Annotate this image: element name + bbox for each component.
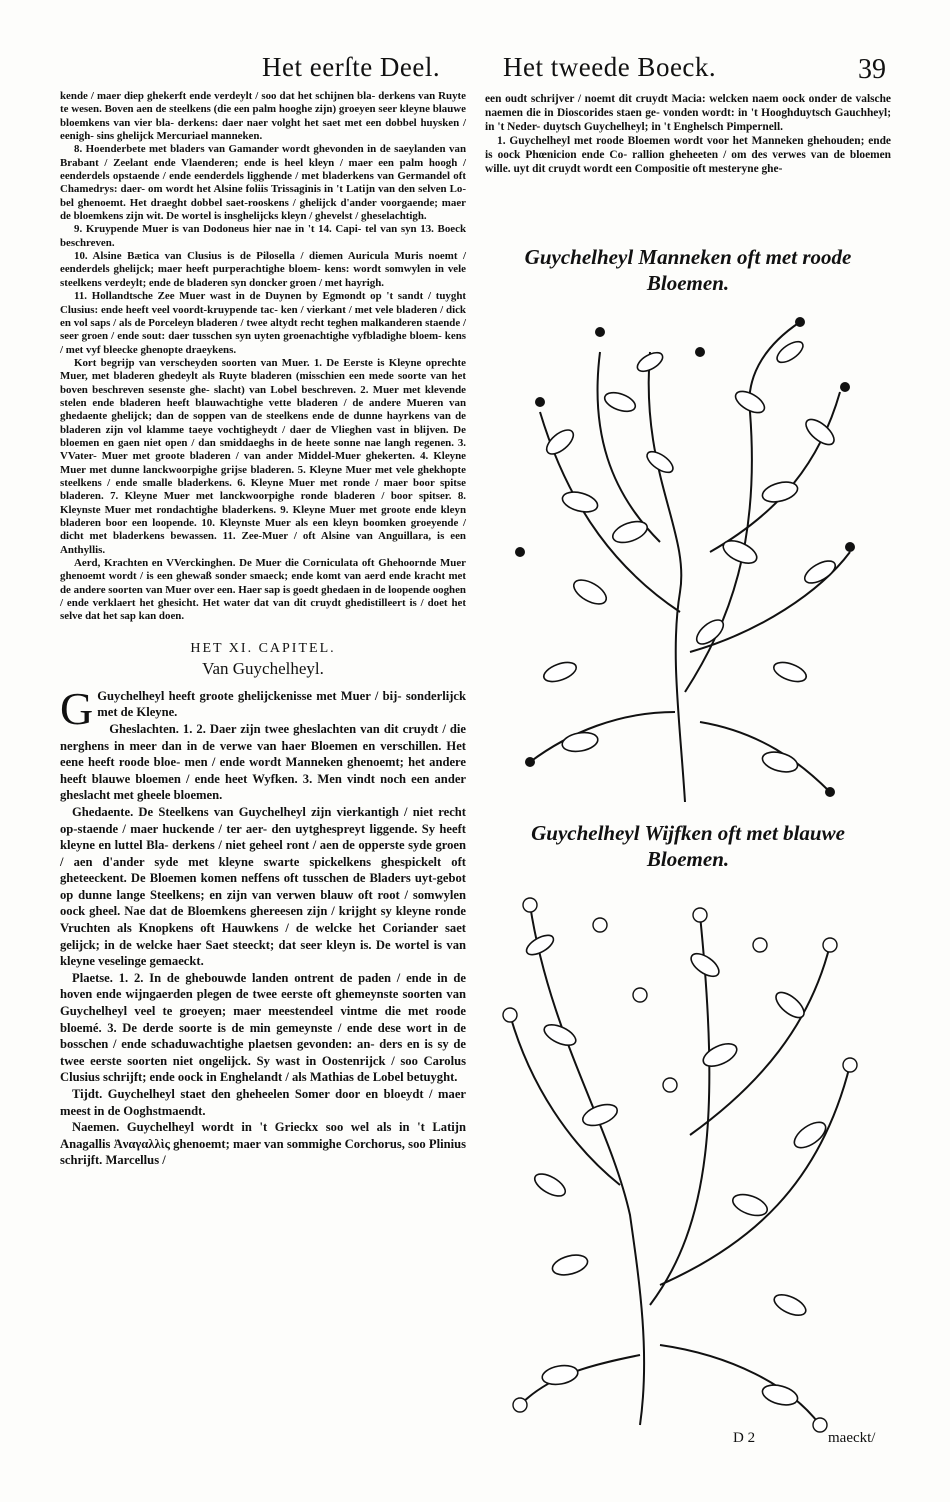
running-head-left: Het eerſte Deel. (262, 52, 441, 82)
chapter-heading: HET XI. CAPITEL. (190, 640, 336, 656)
section-paragraph: Plaetse. 1. 2. In de ghebouwde landen ontrent de paden / ende in de hoven ende wijngaerden plegen de twee eerste oft ghemeynste soorten van Guychelheyl veel te groeyen; maer meestendeel vintme die met roode bloemé. 3. De derde soorte is de min gemeynste / ende dese wort in de bosschen / ende schaduwachtighe plaetsen gevonden: an- ders en is sy de twee eerste soorten niet ongelijck. Sy wast in Oostenrijck / soo Carolus Clusius schrijft; ende oock in Enghelandt / als Mathias de Lobel betuyght. (60, 970, 466, 1085)
running-head-right: Het tweede Boeck. (503, 52, 717, 82)
figure-caption-female-pimpernel (485, 820, 891, 872)
paragraph: kende / maer diep ghekerft ende verdeylt / soo dat het schijnen bla- derkens van Ruyte te wesen. Boven aen de steelkens (die een palm hooghe zijn) groeyen seer kleyne blauwe bloemkens van vier bla- derkens: daer naer volght het saet met een dobbel huysken / eenigh- sins ghelijck Mercuriael manneken. (60, 90, 466, 143)
section-paragraph: Ghedaente. De Steelkens van Guychelheyl zijn vierkantigh / niet recht op-staende / maer huckende / ter aer- den uytghespreyt liggende. Sy heeft kleyne en luttel Bla- derkens / niet geheel ront / aen de opperste syde groen / aen d'ander syde met kleyne swarte spickelkens ghespickelt oft gheteeckent. De Bloemen komen neffens oft tusschen de Bladers uyt-gebot op dunne lange Steelkens; en zijn van verwen blauw oft root / somwylen oock gheel. Nae dat de Bloemkens ghereesen zijn / krijght sy kleyne ronde Vruchten als Knopkens oft Hauwkens / de welcke het Coriander saet gelijck; in de welcke haer Saet steeckt; dat seer kleyn is. De wortel is van kleyne veselinge gemaeckt. (60, 804, 466, 969)
paragraph: Aerd, Krachten en VVerckinghen. De Muer die Corniculata oft Ghehoornde Muer ghenoemt wordt / is een ghewaß sonder smaeck; ende komt van aerd ende kracht met de andere soorten van Muer over een. Haer sap is goedt ghedaen in de loopende ooghen / ende verklaert het ghesicht. Het water dat van dit cruydt ghedistilleert is / doet het selve dat het sap kan doen. (60, 557, 466, 623)
section-paragraph: Gheslachten. 1. 2. Daer zijn twee gheslachten van dit cruydt / die nerghens in meer dan in de verwe van haer Bloemen en verschillen. Het eene heeft roode bloe- men / ende wordt Manneken ghenoemt; het andere heeft blauwe bloemen / ende heet Wyfken. 3. Men vindt noch een ander gheslacht met gheele bloemen. (60, 721, 466, 803)
paragraph: Kort begrijp van verscheyden soorten van Muer. 1. De Eerste is Kleyne oprechte Muer, met bladeren ghedeylt als Ruyte bladeren (misschien een mede soorte van het boven beschreven sesenste ghe- slacht) van Lobel beschreven. 2. Muer met klevende stelen ende bladeren heeft blauwachtighe vette bladeren / de andere Mueren van ghedaente ghelijck; dan de soppen van de steelkens ende de dunne hayrkens van de bladeren zijn vol klamme taeye vochtigheydt / daer de Vlieghen vast in blijven. De bloemen en gaen niet open / dan smiddaeghs in de heete sonne nae langh regenen. 3. VVater- Muer met groote bladeren / van ander Middel-Muer ghekerten. 4. Kleyne Muer met dunne lanckwoorpighe grijse bladeren. 5. Kleyne Muer met vele ghekhopte steelkens / ende smalle bladerkens. 6. Kleyne Muer met ronde / maer boor spitse bladeren. 7. Kleyne Muer met lanckwoorpighe ronde bladeren / boor spitser. 8. Kleynste Muer met rondachtighe bladerkens. 9. Kleyne Muer met groote ende kleyn bladeren boor een loopende. 10. Kleynste Muer als een kleyn boomken groeyende / dicht met bladerkens bewassen. 11. Zee-Muer / oft Alsine van Anguillara, is een Anthyllis. (60, 356, 466, 556)
woodcut-illustration-male-pimpernel (500, 292, 870, 812)
paragraph: 10. Alsine Bætica van Clusius is de Pilosella / diemen Auricula Muris noemt / eenderdels ghelijck; maer heeft purperachtighe bloem- kens: wordt somwylen in vele steelkens verdeylt; ende de bladeren syn doncker groen / met hayrigh. (60, 250, 466, 289)
right-column (485, 92, 891, 176)
catchword: maeckt/ (828, 1430, 876, 1446)
paragraph: 8. Hoenderbete met bladers van Gamander wordt ghevonden in de saeylanden van Brabant / Zeelant ende Vlaenderen; ende is heel kleyn / maer een palm hoogh / eenderdels opstaende / ende eenderdels ligghende / met bladerkens van Germandel oft Chamedrys: daer- om wordt het Alsine foliis Trissaginis in 't Latijn van den selven Lo- bel ghenoemt. Het draeght dobbel saet-rooskens / ghelijck d'ander voorgaende; maer de bloemkens zijn wit. De wortel is insghelijcks kleyn / ghevelst / gheselachtigh. (60, 143, 466, 223)
caption-line: Guychelheyl Wijfken oft met blauwe (531, 821, 845, 845)
caption-line: Bloemen. (646, 271, 730, 295)
caption-line: Bloemen. (646, 847, 730, 871)
figure-caption-male-pimpernel (485, 244, 891, 296)
section-paragraph: Naemen. Guychelheyl wordt in 't Grieckx soo wel als in 't Latijn Anagallis Ἀναγαλλὶς ghenoemt; maer van sommighe Corchorus, soo Plinius schrijft. Marcellus / (60, 1120, 466, 1168)
page-number: 39 (858, 54, 886, 85)
signature-mark: D 2 (733, 1430, 756, 1446)
chapter-body (60, 682, 466, 1169)
opening-paragraph (60, 682, 466, 734)
paragraph: een oudt schrijver / noemt dit cruydt Macia: welcken naem oock onder de valsche naemen die in Dioscorides staen ge- vonden wordt: in 't Hooghduytsch Gauchheyl; in 't Neder- duytsch Guychelheyl; in 't Enghelsch Pimpernell. (485, 93, 891, 133)
paragraph: 9. Kruypende Muer is van Dodoneus hier nae in 't 14. Capi- tel van syn 13. Boeck beschreven. (60, 223, 466, 249)
drop-cap: G (60, 682, 94, 734)
paragraph: 1. Guychelheyl met roode Bloemen wordt voor het Manneken ghehouden; ende is oock Phœnicion ende Co- rallion gheheeten / om des verwes van de bloemen wille. uyt dit cruydt wordt een Compositie oft mesteryne ghe- (485, 135, 891, 175)
woodcut-illustration-female-pimpernel (490, 885, 875, 1440)
chapter-title: Van Guychelheyl. (202, 658, 324, 678)
opening-text: Guychelheyl heeft groote ghelijckenisse met Muer / bij- sonderlijck met de Kleyne. (97, 688, 466, 720)
left-column (60, 90, 466, 1169)
caption-line: Guychelheyl Manneken oft met roode (524, 245, 852, 269)
paragraph: 11. Hollandtsche Zee Muer wast in de Duynen by Egmondt op 't sandt / tuyght Clusius: ende heeft veel voordt-kruypende tac- ken / vierkant / met vele bladeren / dick en vol saps / als de Porceleyn bladeren / twee altydt recht teghen malkanderen staende / seer groen / ende sout: daer tusschen syn uyten groenachtighe vyfbladighe bloem- kens / met vyf bleecke ghenopte draeykens. (60, 290, 466, 356)
section-paragraph: Tijdt. Guychelheyl staet den gheheelen Somer door en bloeydt / maer meest in de Ooghstmaendt. (60, 1087, 466, 1118)
